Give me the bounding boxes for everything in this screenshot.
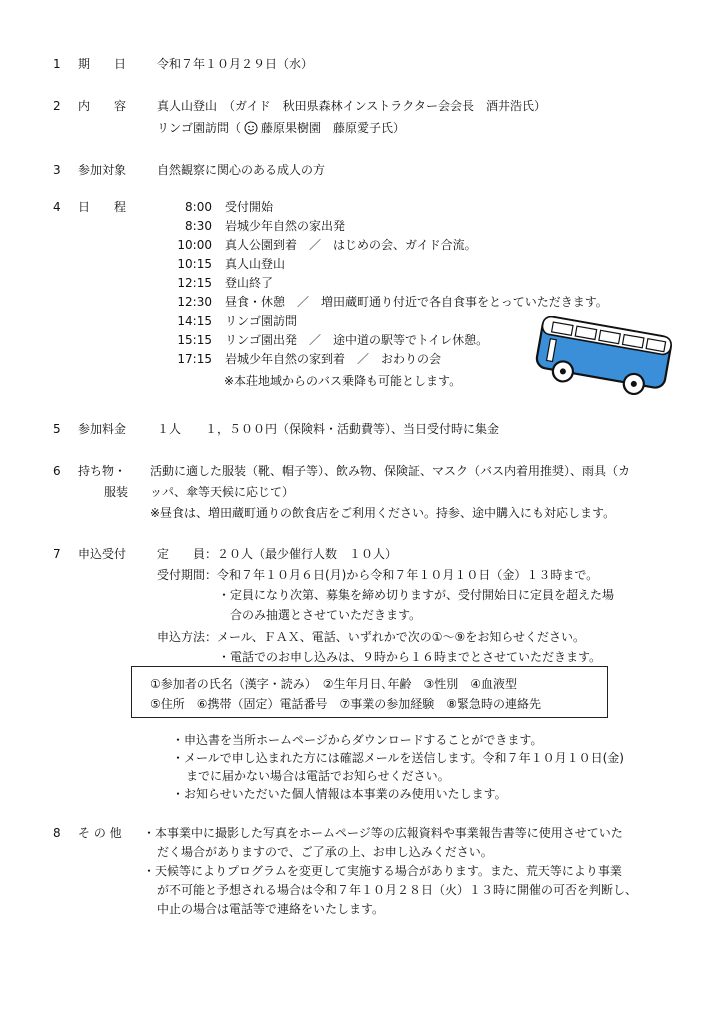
schedule-desc: 岩城少年自然の家出発 (225, 219, 346, 233)
section-1-number: 1 (53, 57, 61, 71)
smile-icon (244, 121, 258, 135)
section-2-heading: 内 容 (78, 99, 127, 113)
schedule-time: 17:15 (177, 352, 212, 366)
other-line-1: ・本事業中に撮影した写真をホームページ等の広報資料や事業報告書等に使用させていた (143, 826, 623, 840)
content-line-1: 真人山登山 （ガイド 秋田県森林インストラクター会会長 酒井浩氏） (157, 99, 547, 113)
schedule-desc: 岩城少年自然の家到着 ／ おわりの会 (225, 352, 442, 366)
other-line-4: が不可能と予想される場合は令和７年１０月２８日（火）１３時に開催の可否を判断し、 (157, 883, 638, 897)
method-note: ・電話でのお申し込みは、９時から１６時までとさせていただきます。 (218, 650, 602, 664)
section-3-number: 3 (53, 163, 61, 177)
application-method: 申込方法：メール、ＦＡＸ、電話、いずれかで次の①～⑨をお知らせください。 (157, 630, 585, 644)
schedule-desc: 真人公園到着 ／ はじめの会、ガイド合流。 (225, 238, 477, 252)
bus-note: ※本荘地域からのバス乗降も可能とします。 (224, 374, 462, 388)
section-4-number: 4 (53, 200, 61, 214)
content-line-2-pre: リンゴ園訪問（ (157, 121, 242, 135)
required-info-line-1: ①参加者の氏名（漢字・読み） ②生年月日､年齢 ③性別 ④血液型 (150, 677, 518, 691)
schedule-time: 15:15 (177, 333, 212, 347)
section-4-heading: 日 程 (78, 200, 127, 214)
section-5-heading: 参加料金 (78, 422, 127, 436)
schedule-time: 8:30 (185, 219, 212, 233)
section-8-heading: そ の 他 (78, 826, 122, 840)
fee-text: １人 １，５００円（保険料・活動費等）、当日受付時に集金 (157, 422, 500, 436)
content-line-2-post: 藤原果樹園 藤原愛子氏） (261, 121, 406, 135)
schedule-desc: リンゴ園訪問 (225, 314, 298, 328)
section-7-number: 7 (53, 547, 61, 561)
belongings-note: ※昼食は、増田蔵町通りの飲食店をご利用ください。持参、途中購入にも対応します。 (150, 506, 616, 520)
privacy-note: ・お知らせいただいた個人情報は本事業のみ使用いたします。 (172, 787, 507, 801)
email-confirm-note-2: までに届かない場合は電話でお知らせください。 (186, 769, 450, 783)
schedule-desc: 受付開始 (225, 200, 274, 214)
content-line-2 (157, 120, 405, 136)
schedule-time: 10:00 (177, 238, 212, 252)
belongings-line-1: 活動に適した服装（靴、帽子等）、飲み物、保険証、マスク（バス内着用推奨）、雨具（カ (150, 464, 631, 478)
required-info-line-2: ⑤住所 ⑥携帯（固定）電話番号 ⑦事業の参加経験 ⑧緊急時の連絡先 (150, 697, 542, 711)
period-note-1: ・定員になり次第、募集を締め切りますが、受付開始日に定員を超えた場 (218, 588, 615, 602)
download-note: ・申込書を当所ホームページからダウンロードすることができます。 (172, 733, 543, 747)
other-line-5: 中止の場合は電話等で連絡をいたします。 (157, 902, 385, 916)
schedule-time: 12:30 (177, 295, 212, 309)
schedule-time: 8:00 (185, 200, 212, 214)
section-6-number: 6 (53, 464, 61, 478)
belongings-line-2: ッパ、傘等天候に応じて） (150, 485, 295, 499)
application-period: 受付期間：令和７年１０月６日(月)から令和７年１０月１０日（金）１３時まで。 (157, 568, 599, 582)
target-audience: 自然観察に関心のある成人の方 (157, 163, 326, 177)
section-7-heading: 申込受付 (78, 547, 127, 561)
event-date: 令和７年１０月２９日（水） (157, 57, 314, 71)
schedule-time: 12:15 (177, 276, 212, 290)
schedule-desc: 登山終了 (225, 276, 274, 290)
section-8-number: 8 (53, 826, 61, 840)
period-note-2: 合のみ抽選とさせていただきます。 (230, 608, 422, 622)
schedule-time: 14:15 (177, 314, 212, 328)
other-line-2: だく場合がありますので、ご了承の上、お申し込みください。 (157, 845, 493, 859)
section-2-number: 2 (53, 99, 61, 113)
section-6-heading-2: 服装 (104, 485, 129, 499)
schedule-desc: 真人山登山 (225, 257, 286, 271)
email-confirm-note: ・メールで申し込まれた方には確認メールを送信します。令和７年１０月１０日(金) (172, 751, 624, 765)
schedule-time: 10:15 (177, 257, 212, 271)
section-1-heading: 期 日 (78, 57, 127, 71)
schedule-desc: リンゴ園出発 ／ 途中道の駅等でトイレ休憩。 (225, 333, 489, 347)
other-line-3: ・天候等によりプログラムを変更して実施する場合があります。また、荒天等により事業 (143, 864, 622, 878)
capacity: 定 員：２０人（最少催行人数 １０人） (157, 547, 398, 561)
section-6-heading-1: 持ち物・ (78, 464, 127, 478)
bus-illustration (526, 316, 678, 398)
schedule-desc: 昼食・休憩 ／ 増田蔵町通り付近で各自食事をとっていただきます。 (225, 295, 608, 309)
section-5-number: 5 (53, 422, 61, 436)
section-3-heading: 参加対象 (78, 163, 127, 177)
